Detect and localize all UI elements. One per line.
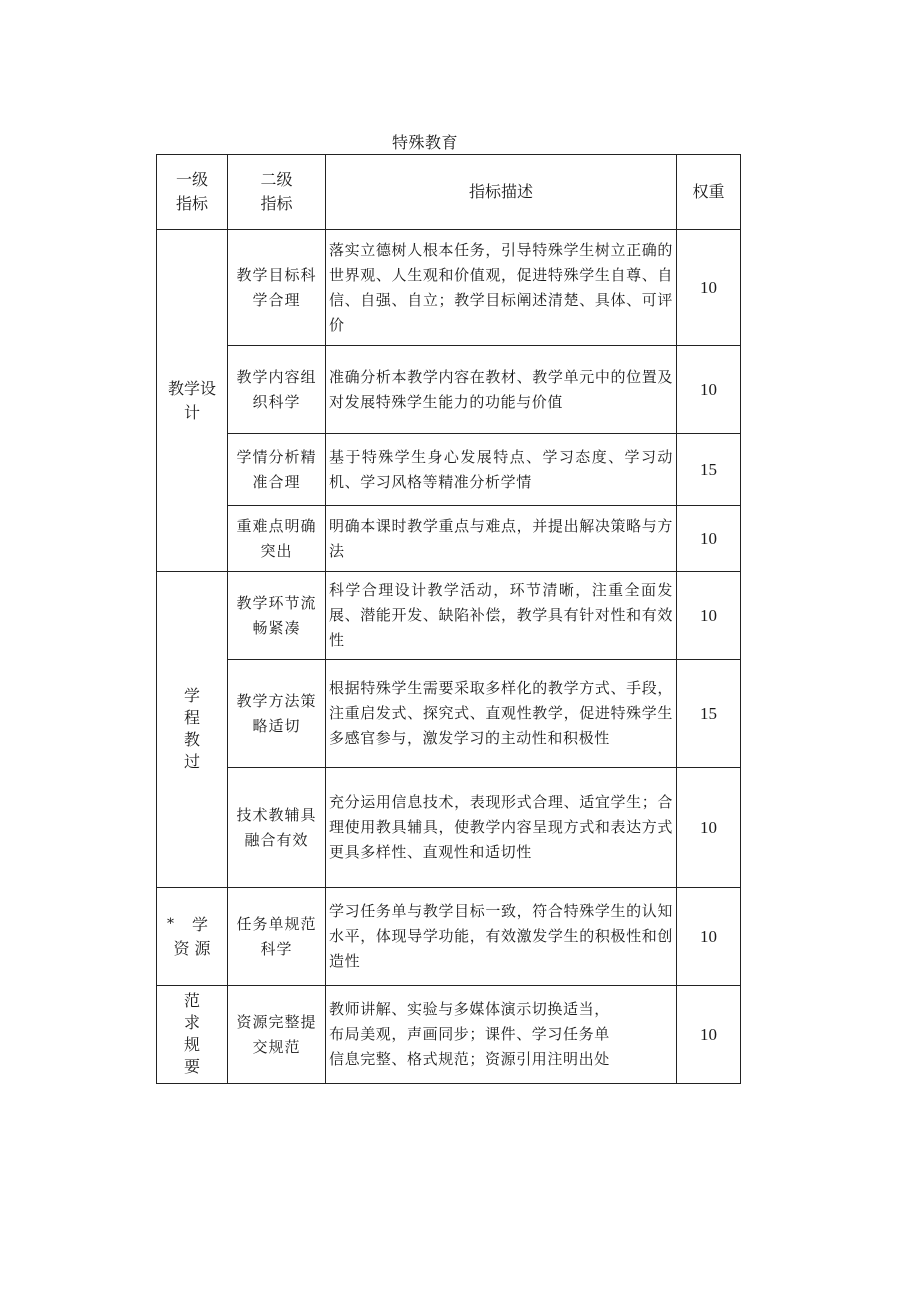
item-desc: 准确分析本教学内容在教材、教学单元中的位置及对发展特殊学生能力的功能与价值 — [326, 346, 677, 434]
item-weight: 15 — [677, 660, 741, 768]
item-desc: 学习任务单与教学目标一致，符合特殊学生的认知水平，体现导学功能，有效激发学生的积极性和创造性 — [326, 888, 677, 986]
table-row — [157, 888, 741, 986]
level2-item: 教学内容组织科学 — [228, 346, 326, 434]
level1-line: 学 — [191, 914, 208, 934]
level2-item: 教学方法策略适切 — [228, 660, 326, 768]
level1-char: 范 — [183, 991, 200, 1010]
level2-item: 重难点明确突出 — [228, 506, 326, 572]
level1-char: 规 — [183, 1035, 200, 1054]
table-row — [157, 230, 741, 346]
star-mark: * — [167, 916, 174, 932]
item-weight: 10 — [677, 986, 741, 1084]
header-level1-line1: 一级 — [175, 170, 208, 189]
level2-item: 学情分析精准合理 — [228, 434, 326, 506]
level1-line: 资 源 — [173, 938, 211, 958]
level1-teaching-design — [157, 230, 228, 572]
level2-item: 资源完整提交规范 — [228, 986, 326, 1084]
header-level2-line1: 二级 — [260, 170, 293, 189]
table-row — [157, 986, 741, 1084]
table-row — [157, 572, 741, 660]
header-weight: 权重 — [677, 155, 741, 230]
level1-char: 过 — [183, 752, 200, 771]
item-desc: 基于特殊学生身心发展特点、学习态度、学习动机、学习风格等精准分析学情 — [326, 434, 677, 506]
desc-line: 布局美观，声画同步；课件、学习任务单 — [329, 1025, 610, 1043]
level1-char: 程 — [183, 708, 200, 727]
desc-line: 信息完整、格式规范；资源引用注明出处 — [329, 1050, 610, 1068]
level2-item: 任务单规范科学 — [228, 888, 326, 986]
table-row — [157, 660, 741, 768]
level1-char: 教 — [183, 730, 200, 749]
item-weight: 10 — [677, 506, 741, 572]
level1-teaching-process — [157, 572, 228, 888]
item-weight: 10 — [677, 572, 741, 660]
level1-standard-requirements — [157, 986, 228, 1084]
item-weight: 15 — [677, 434, 741, 506]
header-level2-line2: 指标 — [260, 194, 293, 213]
item-desc: 充分运用信息技术，表现形式合理、适宜学生；合理使用教具辅具，使教学内容呈现方式和表达方式更具多样性、直观性和适切性 — [326, 768, 677, 888]
table-row — [157, 346, 741, 434]
table-row — [157, 768, 741, 888]
evaluation-table — [156, 154, 741, 1084]
item-weight: 10 — [677, 888, 741, 986]
header-level1 — [157, 155, 228, 230]
item-desc: 落实立德树人根本任务，引导特殊学生树立正确的世界观、人生观和价值观，促进特殊学生自尊、自信、自强、自立；教学目标阐述清楚、具体、可评价 — [326, 230, 677, 346]
level1-char: 要 — [183, 1057, 200, 1076]
level1-learning-resources — [157, 888, 228, 986]
level2-item: 技术教辅具融合有效 — [228, 768, 326, 888]
item-desc — [326, 986, 677, 1084]
level1-line: 计 — [183, 402, 200, 422]
item-weight: 10 — [677, 346, 741, 434]
table-row — [157, 506, 741, 572]
header-level2 — [228, 155, 326, 230]
item-desc: 明确本课时教学重点与难点，并提出解决策略与方法 — [326, 506, 677, 572]
item-desc: 科学合理设计教学活动，环节清晰，注重全面发展、潜能开发、缺陷补偿，教学具有针对性和有效性 — [326, 572, 677, 660]
level2-item: 教学环节流畅紧凑 — [228, 572, 326, 660]
header-level1-line2: 指标 — [175, 194, 208, 213]
header-row — [157, 155, 741, 230]
level1-char: 求 — [183, 1013, 200, 1032]
table-row — [157, 434, 741, 506]
level2-item: 教学目标科学合理 — [228, 230, 326, 346]
header-desc: 指标描述 — [326, 155, 677, 230]
desc-line: 教师讲解、实验与多媒体演示切换适当， — [329, 1000, 610, 1018]
item-desc: 根据特殊学生需要采取多样化的教学方式、手段，注重启发式、探究式、直观性教学，促进特殊学生多感官参与，激发学习的主动性和积极性 — [326, 660, 677, 768]
page-title: 特殊教育 — [391, 133, 458, 152]
level1-line: 教学设 — [167, 378, 216, 398]
item-weight: 10 — [677, 768, 741, 888]
level1-char: 学 — [183, 686, 200, 705]
item-weight: 10 — [677, 230, 741, 346]
